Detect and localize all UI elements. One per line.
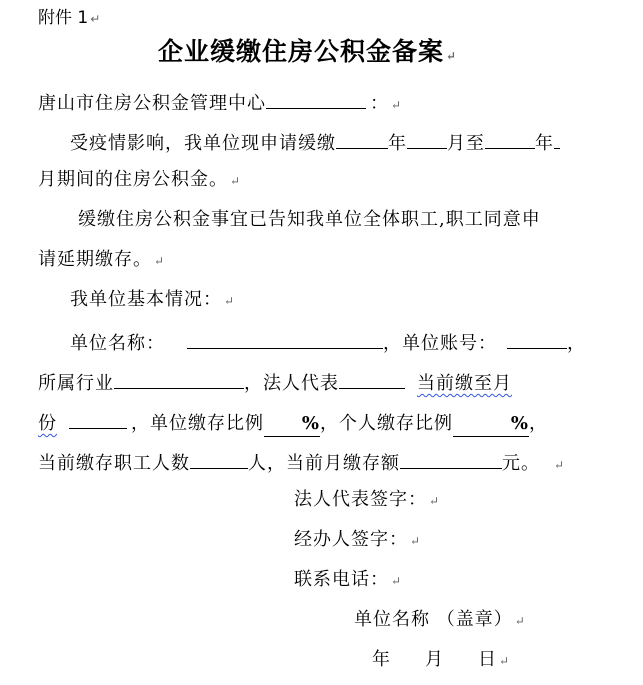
- paragraph-mark-icon: ↵: [554, 458, 566, 472]
- date-year: 年: [372, 649, 391, 670]
- paragraph-mark-icon: ↵: [410, 534, 422, 548]
- end-month-blank[interactable]: [554, 128, 560, 149]
- handler-sign-line: 经办人签字： ↵: [294, 529, 422, 550]
- unit-ratio-field[interactable]: %: [264, 412, 320, 437]
- phone-line: 联系电话： ↵: [294, 569, 403, 590]
- paragraph-mark-icon: ↵: [446, 49, 458, 63]
- paragraph-mark-icon: ↵: [230, 174, 242, 188]
- unit-name-line: 单位名称： ，单位账号： ，: [70, 328, 586, 356]
- end-year-blank[interactable]: [485, 128, 535, 149]
- unit-account-blank[interactable]: [507, 328, 567, 349]
- attachment-label: 附件 1 ↵: [38, 8, 101, 28]
- para1-line2: 月期间的住房公积金。 ↵: [38, 169, 242, 190]
- paragraph-mark-icon: ↵: [391, 98, 403, 112]
- start-month-blank[interactable]: [407, 128, 447, 149]
- ratio-line: 份 ，单位缴存比例 %，个人缴存比例 %，: [38, 408, 548, 437]
- start-year-blank[interactable]: [336, 128, 388, 149]
- date-day: 日: [478, 649, 497, 670]
- employees-line: 当前缴存职工人数 人，当前月缴存额 元。 ↵: [38, 448, 565, 477]
- para2-line1: 缓缴住房公积金事宜已告知我单位全体职工,职工同意申: [78, 209, 541, 230]
- legal-sign-line: 法人代表签字： ↵: [294, 489, 441, 510]
- addressee-line: 唐山市住房公积金管理中心 ： ↵: [38, 88, 402, 117]
- paragraph-mark-icon: ↵: [90, 12, 101, 26]
- employee-count-blank[interactable]: [190, 448, 248, 469]
- monthly-amount-blank[interactable]: [400, 448, 502, 469]
- center-name-blank[interactable]: [266, 88, 366, 109]
- para1-line1: 受疫情影响，我单位现申请缓缴 年 月至 年: [70, 128, 560, 156]
- industry-blank[interactable]: [114, 368, 244, 389]
- legal-rep-blank[interactable]: [339, 368, 405, 389]
- paragraph-mark-icon: ↵: [499, 654, 511, 668]
- paragraph-mark-icon: ↵: [391, 574, 403, 588]
- date-line: [372, 648, 510, 673]
- para2-line2: 请延期缴存。 ↵: [38, 249, 166, 270]
- document-title: 企业缓缴住房公积金备案 ↵: [158, 37, 458, 66]
- industry-line: 所属行业 ，法人代表 当前缴至月: [38, 368, 512, 396]
- paragraph-mark-icon: ↵: [429, 494, 441, 508]
- unit-name-blank[interactable]: [187, 328, 383, 349]
- personal-ratio-field[interactable]: %: [453, 412, 529, 437]
- paragraph-mark-icon: ↵: [224, 294, 236, 308]
- paid-month-blank[interactable]: [69, 408, 127, 429]
- basic-info-heading: 我单位基本情况： ↵: [70, 289, 236, 310]
- seal-line: 单位名称 （盖章） ↵: [354, 609, 526, 630]
- paragraph-mark-icon: ↵: [514, 614, 526, 628]
- date-month: 月: [425, 649, 444, 670]
- paragraph-mark-icon: ↵: [154, 254, 166, 268]
